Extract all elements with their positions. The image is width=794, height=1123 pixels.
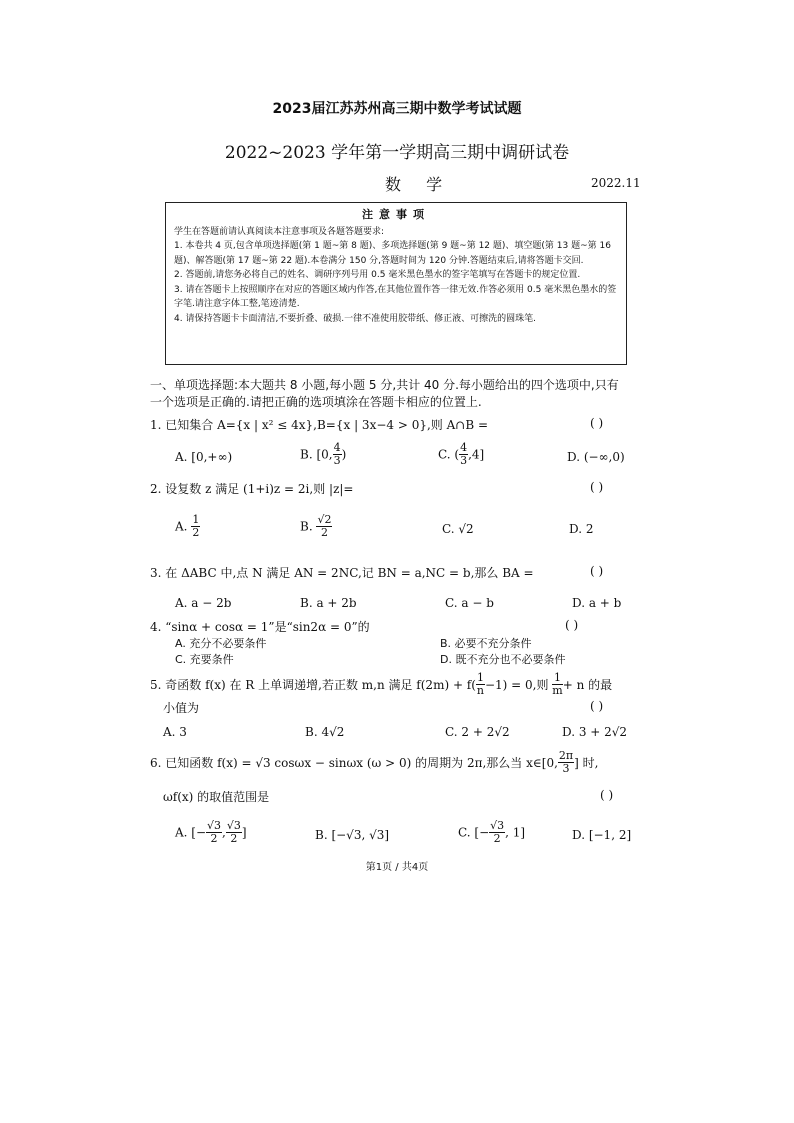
- q5-option-d: D. 3 + 2√2: [562, 725, 628, 739]
- notice-item-2: 2. 答题前,请您务必将自己的姓名、调研序列号用 0.5 毫米黑色墨水的签字笔填写在答题卡的规定位置.: [174, 270, 581, 280]
- notice-title: 注意事项: [362, 208, 430, 221]
- exam-title: 2022~2023 学年第一学期高三期中调研试卷: [224, 143, 570, 163]
- document-title: 2023届江苏苏州高三期中数学考试试题: [272, 101, 522, 117]
- q6-stem-part3: ωf(x) 的取值范围是: [163, 790, 270, 804]
- q5-stem-part1: 5. 奇函数 f(x) 在 R 上单调递增,若正数 m,n 满足 f(2m) + f(: [150, 678, 476, 692]
- q6-stem-part1: 6. 已知函数 f(x) = √3 cosωx − sinωx (ω > 0) 的周期为 2π,那么当 x∈[0,: [150, 756, 558, 770]
- q1-option-a: A. [0,+∞): [175, 450, 233, 464]
- exam-date: 2022.11: [591, 176, 641, 190]
- q6-option-b: B. [−√3, √3]: [315, 828, 390, 842]
- q1-option-b-close: ): [341, 447, 347, 462]
- q4-option-d: D. 既不充分也不必要条件: [440, 653, 566, 666]
- answer-paren-5: ( ): [590, 699, 604, 713]
- fraction: $\frac{1}{m}$: [552, 671, 563, 697]
- question-5-stem: [150, 672, 612, 697]
- q5-stem-part4: 小值为: [163, 701, 200, 715]
- answer-paren-3: ( ): [590, 564, 604, 578]
- q6-option-d: D. [−1, 2]: [572, 828, 632, 842]
- fraction: $\frac{2\pi}{3}$: [558, 749, 574, 775]
- q5-option-a: A. 3: [163, 725, 187, 739]
- q6-option-c: [458, 820, 525, 845]
- notice-box: [165, 202, 627, 365]
- q1-option-d: D. (−∞,0): [567, 450, 625, 464]
- q6-option-a: A. [− $\frac{√3}{2}$ , $\frac{√3}{2}$ ]: [175, 819, 247, 845]
- q5-option-b: B. 4√2: [305, 725, 345, 739]
- q5-stem-part2: −1) = 0,则: [484, 678, 549, 692]
- fraction: $\frac{4}{3}$: [460, 441, 468, 467]
- q3-option-a: A. a − 2b: [175, 596, 232, 610]
- q5-stem-part3: + n 的最: [562, 678, 613, 692]
- question-6-stem: [150, 750, 598, 775]
- subject-label: 数 学: [385, 175, 453, 194]
- section-heading: 一、单项选择题:本大题共 8 小题,每小题 5 分,共计 40 分.每小题给出的四个选项中,只有一个选项是正确的.请把正确的选项填涂在答题卡相应的位置上.: [150, 378, 619, 409]
- q3-option-b: B. a + 2b: [300, 596, 357, 610]
- answer-paren-2: ( ): [590, 480, 604, 494]
- q1-option-b-label: B. [0,: [300, 447, 333, 462]
- fraction: $\frac{√3}{2}$: [207, 819, 222, 845]
- q2-option-b: [300, 514, 332, 539]
- question-2-stem: 2. 设复数 z 满足 (1+i)z = 2i,则 |z|=: [150, 482, 354, 496]
- q2-option-c: C. √2: [442, 522, 474, 536]
- q2-option-a: [175, 514, 200, 539]
- q2-option-a-label: A.: [175, 519, 188, 534]
- fraction: $\frac{√2}{2}$: [317, 513, 332, 539]
- q4-option-b: B. 必要不充分条件: [440, 637, 532, 650]
- q5-option-c: C. 2 + 2√2: [445, 725, 510, 739]
- q4-option-c: C. 充要条件: [175, 653, 234, 666]
- q6-option-c-label: C. [−: [458, 825, 490, 840]
- q1-option-c: [438, 442, 484, 467]
- fraction: $\frac{√3}{2}$: [490, 819, 505, 845]
- answer-paren-1: ( ): [590, 416, 604, 430]
- fraction: $\frac{1}{n}$: [476, 671, 484, 697]
- q3-option-c: C. a − b: [445, 596, 494, 610]
- q1-option-b: [300, 442, 346, 467]
- q4-option-a: A. 充分不必要条件: [175, 637, 267, 650]
- notice-item-4: 4. 请保持答题卡卡面清洁,不要折叠、破损.一律不准使用胶带纸、修正液、可擦洗的圆珠笔.: [174, 313, 537, 324]
- fraction: $\frac{√3}{2}$: [226, 819, 241, 845]
- page-footer: 第1页 / 共4页: [365, 862, 429, 873]
- q6-option-a-label: A. [−: [175, 825, 207, 840]
- q6-option-c-close: , 1]: [505, 825, 526, 840]
- q1-option-c-close: ,4]: [468, 447, 485, 462]
- question-1-stem: 1. 已知集合 A={x | x² ≤ 4x},B={x | 3x−4 > 0},则 A∩B =: [150, 418, 489, 432]
- q1-option-c-label: C. (: [438, 447, 460, 462]
- notice-intro: 学生在答题前请认真阅读本注意事项及各题答题要求:: [174, 226, 385, 237]
- q6-stem-part2: ] 时,: [574, 756, 599, 770]
- answer-paren-4: ( ): [565, 618, 579, 632]
- notice-item-1: 1. 本卷共 4 页,包含单项选择题(第 1 题~第 8 题)、多项选择题(第 9 题~第 12 题)、填空题(第 13 题~第 16 题)、解答题(第 17 题~第 22 题).本卷满分 150 分,答题时间为 120 分钟.答题结束后,请将答题卡交回.: [174, 241, 611, 266]
- notice-item-3: 3. 请在答题卡上按照顺序在对应的答题区域内作答,在其他位置作答一律无效.作答必须用 0.5 毫米黑色墨水的签字笔.请注意字体工整,笔迹清楚.: [174, 284, 617, 309]
- q2-option-b-label: B.: [300, 519, 313, 534]
- q2-option-d: D. 2: [569, 522, 594, 536]
- question-3-stem: 3. 在 ΔABC 中,点 N 满足 AN = 2NC,记 BN = a,NC = b,那么 BA =: [150, 566, 534, 580]
- answer-paren-6: ( ): [600, 788, 614, 802]
- fraction: $\frac{4}{3}$: [333, 441, 341, 467]
- fraction: $\frac{1}{2}$: [192, 513, 200, 539]
- q3-option-d: D. a + b: [572, 596, 622, 610]
- question-4-stem: 4. “sinα + cosα = 1”是“sin2α = 0”的: [150, 620, 370, 634]
